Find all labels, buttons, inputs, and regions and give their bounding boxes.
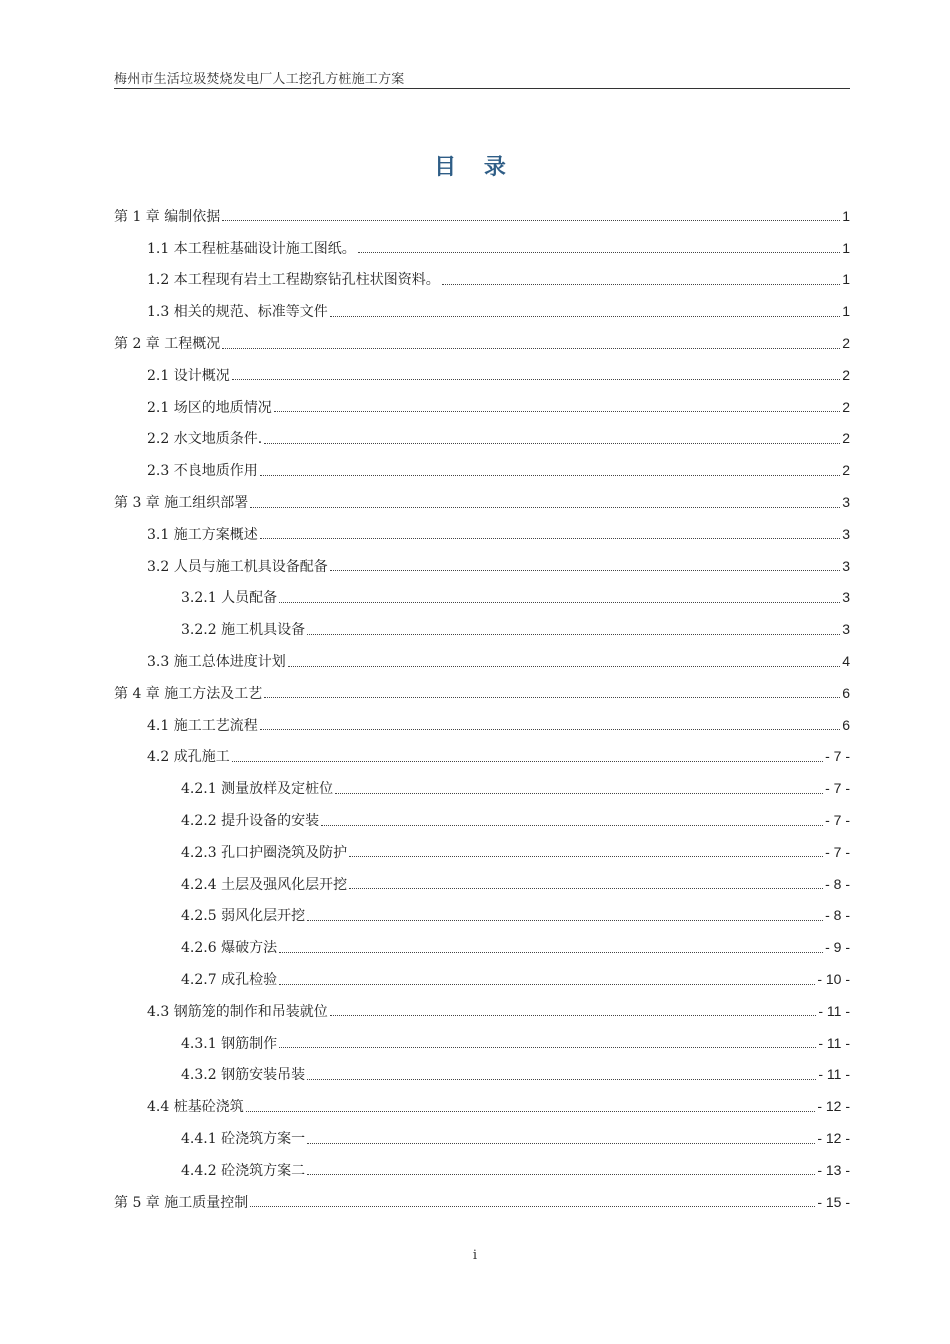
toc-dot-leader (232, 365, 840, 380)
toc-entry[interactable] (114, 1186, 850, 1218)
toc-entry-page: 2 (842, 430, 850, 447)
toc-entry[interactable] (114, 200, 850, 232)
toc-entry-label: 1.1 本工程桩基础设计施工图纸。 (147, 240, 356, 257)
toc-entry[interactable] (114, 677, 850, 709)
toc-dot-leader (358, 238, 840, 253)
toc-entry[interactable] (114, 931, 850, 963)
toc-entry[interactable] (114, 582, 850, 614)
toc-entry-label: 4.3.2 钢筋安装吊装 (181, 1067, 306, 1084)
toc-entry-label: 2.1 场区的地质情况 (147, 399, 272, 416)
toc-dot-leader (307, 1160, 815, 1175)
toc-entry[interactable] (114, 963, 850, 995)
toc-entry-label: 4.2.4 土层及强风化层开挖 (181, 876, 348, 893)
toc-entry-label: 4.2 成孔施工 (147, 749, 230, 766)
toc-entry[interactable] (114, 741, 850, 773)
toc-dot-leader (349, 842, 823, 857)
toc-dot-leader (330, 302, 840, 317)
toc-entry-label: 4.4.2 砼浇筑方案二 (181, 1162, 306, 1179)
toc-dot-leader (307, 1129, 815, 1144)
toc-dot-leader (222, 206, 840, 221)
toc-entry-page: 3 (842, 557, 850, 574)
toc-entry-page: - 7 - (825, 843, 850, 860)
toc-entry[interactable] (114, 454, 850, 486)
toc-entry-label: 4.2.5 弱风化层开挖 (181, 908, 306, 925)
toc-entry-page: 6 (842, 684, 850, 701)
toc-dot-leader (260, 715, 840, 730)
toc-entry-page: - 13 - (817, 1161, 850, 1178)
toc-entry-label: 2.2 水文地质条件. (147, 431, 263, 448)
toc-entry-label: 4.2.2 提升设备的安装 (181, 813, 320, 830)
toc-entry[interactable] (114, 900, 850, 932)
toc-entry-label: 第 5 章 施工质量控制 (114, 1194, 249, 1211)
toc-entry-page: 3 (842, 525, 850, 542)
toc-dot-leader (307, 906, 823, 921)
toc-entry[interactable] (114, 1090, 850, 1122)
toc-entry[interactable] (114, 868, 850, 900)
toc-entry-page: 4 (842, 653, 850, 670)
toc-entry-label: 第 4 章 施工方法及工艺 (114, 685, 263, 702)
toc-entry[interactable] (114, 295, 850, 327)
toc-dot-leader (307, 620, 840, 635)
toc-entry[interactable] (114, 486, 850, 518)
toc-entry[interactable] (114, 613, 850, 645)
toc-dot-leader (260, 461, 840, 476)
toc-dot-leader (279, 1033, 816, 1048)
toc-entry-label: 4.1 施工工艺流程 (147, 717, 258, 734)
toc-entry[interactable] (114, 645, 850, 677)
toc-entry-page: 2 (842, 462, 850, 479)
toc-entry-label: 第 2 章 工程概况 (114, 336, 221, 353)
toc-entry-label: 4.2.1 测量放样及定桩位 (181, 781, 334, 798)
toc-dot-leader (222, 334, 840, 349)
toc-dot-leader (442, 270, 840, 285)
toc-entry[interactable] (114, 1154, 850, 1186)
toc-entry-page: - 8 - (825, 907, 850, 924)
toc-entry-label: 3.2.1 人员配备 (181, 590, 278, 607)
toc-entry-page: - 12 - (817, 1130, 850, 1146)
toc-title: 目 录 (434, 154, 516, 180)
toc-entry-label: 4.3 钢筋笼的制作和吊装就位 (147, 1003, 328, 1020)
toc-entry-page: - 15 - (817, 1193, 850, 1210)
toc-entry-page: 3 (842, 494, 850, 511)
toc-dot-leader (330, 1001, 817, 1016)
toc-entry-label: 1.2 本工程现有岩土工程勘察钻孔柱状图资料。 (147, 272, 440, 289)
toc-entry-page: 6 (842, 716, 850, 733)
toc-entry[interactable] (114, 836, 850, 868)
toc-entry-label: 4.2.3 孔口护圈浇筑及防护 (181, 844, 348, 861)
toc-dot-leader (250, 493, 840, 508)
toc-dot-leader (330, 556, 840, 571)
toc-entry-page: 2 (842, 335, 850, 352)
footer-page-number: i (472, 1248, 478, 1263)
toc-entry[interactable] (114, 772, 850, 804)
toc-entry[interactable] (114, 327, 850, 359)
toc-dot-leader (232, 747, 823, 762)
toc-entry[interactable] (114, 232, 850, 264)
toc-entry-page: - 7 - (825, 812, 850, 829)
toc-entry[interactable] (114, 1059, 850, 1091)
toc-entry-page: - 11 - (818, 1002, 850, 1019)
toc-entry[interactable] (114, 1027, 850, 1059)
toc-entry-label: 4.3.1 钢筋制作 (181, 1035, 278, 1052)
toc-dot-leader (260, 524, 840, 539)
toc-entry-page: 3 (842, 589, 850, 606)
toc-entry-label: 3.3 施工总体进度计划 (147, 654, 286, 671)
toc-entry-page: - 10 - (817, 971, 850, 988)
toc-entry[interactable] (114, 1122, 850, 1154)
toc-entry-page: 3 (842, 621, 850, 638)
toc-entry-page: - 9 - (825, 939, 850, 956)
toc-entry[interactable] (114, 709, 850, 741)
toc-entry[interactable] (114, 423, 850, 455)
toc-entry-label: 2.3 不良地质作用 (147, 463, 258, 480)
toc-dot-leader (264, 429, 840, 444)
toc-entry-page: - 7 - (825, 780, 850, 797)
toc-dot-leader (335, 779, 823, 794)
toc-entry-page: - 7 - (825, 748, 850, 765)
toc-entry[interactable] (114, 995, 850, 1027)
toc-dot-leader (307, 1065, 816, 1080)
toc-dot-leader (349, 874, 823, 889)
toc-entry-label: 第 1 章 编制依据 (114, 208, 221, 225)
toc-dot-leader (246, 1097, 816, 1112)
toc-entry-label: 4.2.7 成孔检验 (181, 972, 278, 989)
toc-entry-label: 1.3 相关的规范、标准等文件 (147, 304, 328, 321)
toc-entry-label: 4.4.1 砼浇筑方案一 (181, 1131, 306, 1147)
toc-dot-leader (264, 683, 840, 698)
header-title: 梅州市生活垃圾焚烧发电厂人工挖孔方桩施工方案 (114, 72, 405, 87)
toc-entry-label: 第 3 章 施工组织部署 (114, 495, 249, 512)
toc-entry-label: 3.1 施工方案概述 (147, 526, 258, 543)
toc-entry-label: 3.2.2 施工机具设备 (181, 622, 306, 639)
toc-entry[interactable] (114, 264, 850, 296)
table-of-contents (114, 200, 850, 1218)
toc-entry-label: 4.4 桩基砼浇筑 (147, 1099, 244, 1116)
page-header (114, 66, 850, 89)
toc-entry-label: 2.1 设计概况 (147, 367, 230, 384)
toc-entry-page: - 8 - (825, 875, 850, 892)
toc-dot-leader (321, 811, 823, 826)
toc-entry-page: 2 (842, 398, 850, 415)
toc-entry-page: 1 (842, 207, 850, 224)
toc-entry-page: 1 (842, 239, 850, 256)
toc-dot-leader (274, 397, 840, 412)
toc-entry[interactable] (114, 359, 850, 391)
toc-entry-page: 1 (842, 271, 850, 288)
toc-entry[interactable] (114, 391, 850, 423)
toc-entry[interactable] (114, 804, 850, 836)
toc-entry[interactable] (114, 550, 850, 582)
toc-entry-page: - 11 - (818, 1034, 850, 1051)
toc-dot-leader (279, 970, 815, 985)
toc-entry-page: 1 (842, 303, 850, 320)
toc-entry-label: 3.2 人员与施工机具设备配备 (147, 558, 328, 575)
toc-dot-leader (288, 652, 840, 667)
toc-entry-label: 4.2.6 爆破方法 (181, 940, 278, 957)
toc-dot-leader (279, 588, 840, 603)
toc-entry-page: - 12 - (817, 1098, 850, 1115)
toc-entry[interactable] (114, 518, 850, 550)
toc-entry-page: 2 (842, 366, 850, 383)
toc-entry-page: - 11 - (818, 1066, 850, 1083)
toc-dot-leader (250, 1192, 815, 1207)
toc-dot-leader (279, 938, 823, 953)
